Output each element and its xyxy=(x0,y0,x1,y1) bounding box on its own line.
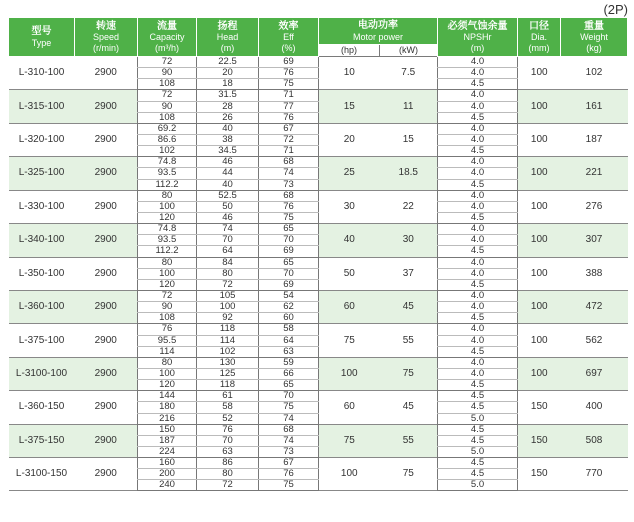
capacity-cell: 108 xyxy=(138,313,197,324)
dia-cell: 150 xyxy=(530,401,548,413)
header-speed: 转速 Speed (r/min) xyxy=(75,18,138,57)
npshr-cell: 4.0 xyxy=(438,268,518,279)
kw-cell: 45 xyxy=(380,290,438,323)
table-row xyxy=(9,357,628,368)
npshr-cell: 4.5 xyxy=(438,424,518,435)
eff-cell: 68 xyxy=(259,190,319,201)
capacity-cell: 86.6 xyxy=(138,134,197,145)
head-cell: 18 xyxy=(197,79,259,90)
capacity-cell: 150 xyxy=(138,424,197,435)
npshr-cell: 4.5 xyxy=(438,346,518,357)
head-cell: 102 xyxy=(197,346,259,357)
pump-spec-table xyxy=(8,17,628,491)
capacity-cell: 93.5 xyxy=(138,235,197,246)
capacity-cell: 100 xyxy=(138,201,197,212)
kw-cell: 30 xyxy=(380,224,438,257)
head-cell: 74 xyxy=(197,224,259,235)
hp-cell: 20 xyxy=(343,134,355,146)
eff-cell: 59 xyxy=(259,357,319,368)
model-group xyxy=(9,257,628,290)
speed-cell: 2900 xyxy=(75,424,138,457)
npshr-cell: 4.5 xyxy=(438,391,518,402)
eff-cell: 71 xyxy=(259,146,319,157)
eff-cell: 70 xyxy=(259,268,319,279)
model-cell: L-375-100 xyxy=(18,334,65,346)
hp-cell: 60 xyxy=(343,401,355,413)
table-header xyxy=(9,18,628,57)
npshr-cell: 4.0 xyxy=(438,201,518,212)
eff-cell: 74 xyxy=(259,413,319,424)
eff-cell: 76 xyxy=(259,201,319,212)
dia-cell: 100 xyxy=(530,134,548,146)
npshr-cell: 4.0 xyxy=(438,90,518,101)
head-cell: 92 xyxy=(197,313,259,324)
dia-cell: 100 xyxy=(518,290,561,323)
head-cell: 38 xyxy=(197,134,259,145)
head-cell: 100 xyxy=(197,302,259,313)
hp-cell: 60 xyxy=(319,290,380,323)
model-group xyxy=(9,90,628,123)
page-tag: (2P) xyxy=(603,2,628,17)
header-head: 扬程 Head (m) xyxy=(197,18,259,57)
head-cell: 52 xyxy=(197,413,259,424)
weight-cell: 697 xyxy=(561,357,628,390)
table-row xyxy=(9,458,628,469)
header-kw: (kW) xyxy=(380,45,438,57)
weight-cell: 102 xyxy=(585,67,603,79)
table-row xyxy=(9,290,628,301)
model-group xyxy=(9,391,628,424)
eff-cell: 71 xyxy=(259,90,319,101)
head-cell: 130 xyxy=(197,357,259,368)
model-group xyxy=(9,324,628,357)
capacity-cell: 112.2 xyxy=(138,246,197,257)
capacity-cell: 120 xyxy=(138,380,197,391)
eff-cell: 68 xyxy=(259,157,319,168)
dia-cell: 150 xyxy=(530,468,548,480)
head-cell: 70 xyxy=(197,435,259,446)
capacity-cell: 90 xyxy=(138,101,197,112)
speed-cell: 2900 xyxy=(94,134,117,146)
kw-cell: 11 xyxy=(380,90,438,123)
capacity-cell: 102 xyxy=(138,146,197,157)
eff-cell: 73 xyxy=(259,179,319,190)
capacity-cell: 72 xyxy=(138,57,197,68)
head-cell: 58 xyxy=(197,402,259,413)
capacity-cell: 108 xyxy=(138,79,197,90)
eff-cell: 70 xyxy=(259,235,319,246)
npshr-cell: 4.0 xyxy=(438,224,518,235)
npshr-cell: 4.0 xyxy=(438,235,518,246)
dia-cell: 150 xyxy=(518,424,561,457)
kw-cell: 75 xyxy=(380,357,438,390)
kw-cell: 75 xyxy=(402,468,414,480)
head-cell: 76 xyxy=(197,424,259,435)
eff-cell: 75 xyxy=(259,480,319,491)
npshr-cell: 4.5 xyxy=(438,146,518,157)
eff-cell: 64 xyxy=(259,335,319,346)
header-dia: 口径 Dia. (mm) xyxy=(518,18,561,57)
table-row xyxy=(9,224,628,235)
model-group xyxy=(9,357,628,390)
npshr-cell: 4.5 xyxy=(438,469,518,480)
model-cell: L-3100-150 xyxy=(15,468,68,480)
head-cell: 86 xyxy=(197,458,259,469)
head-cell: 40 xyxy=(197,123,259,134)
speed-cell: 2900 xyxy=(94,334,117,346)
table-row xyxy=(9,391,628,402)
npshr-cell: 4.0 xyxy=(438,101,518,112)
table-row xyxy=(9,324,628,335)
table-row xyxy=(9,90,628,101)
npshr-cell: 4.0 xyxy=(438,157,518,168)
npshr-cell: 4.0 xyxy=(438,368,518,379)
head-cell: 70 xyxy=(197,235,259,246)
speed-cell: 2900 xyxy=(75,290,138,323)
dia-cell: 100 xyxy=(518,224,561,257)
dia-cell: 100 xyxy=(518,357,561,390)
capacity-cell: 240 xyxy=(138,480,197,491)
model-group xyxy=(9,458,628,491)
capacity-cell: 108 xyxy=(138,112,197,123)
npshr-cell: 4.0 xyxy=(438,123,518,134)
npshr-cell: 5.0 xyxy=(438,413,518,424)
weight-cell: 508 xyxy=(561,424,628,457)
speed-cell: 2900 xyxy=(75,357,138,390)
eff-cell: 70 xyxy=(259,391,319,402)
head-cell: 31.5 xyxy=(197,90,259,101)
table-row xyxy=(9,57,628,68)
model-cell: L-360-100 xyxy=(9,290,75,323)
speed-cell: 2900 xyxy=(75,90,138,123)
eff-cell: 58 xyxy=(259,324,319,335)
dia-cell: 100 xyxy=(530,334,548,346)
hp-cell: 75 xyxy=(319,424,380,457)
head-cell: 105 xyxy=(197,290,259,301)
eff-cell: 65 xyxy=(259,224,319,235)
speed-cell: 2900 xyxy=(94,267,117,279)
kw-cell: 37 xyxy=(402,267,414,279)
model-group xyxy=(9,424,628,457)
head-cell: 26 xyxy=(197,112,259,123)
head-cell: 80 xyxy=(197,469,259,480)
eff-cell: 69 xyxy=(259,246,319,257)
capacity-cell: 216 xyxy=(138,413,197,424)
model-group xyxy=(9,224,628,257)
capacity-cell: 74.8 xyxy=(138,157,197,168)
eff-cell: 66 xyxy=(259,368,319,379)
weight-cell: 221 xyxy=(561,157,628,190)
kw-cell: 7.5 xyxy=(401,67,416,79)
npshr-cell: 4.0 xyxy=(438,190,518,201)
npshr-cell: 4.0 xyxy=(438,357,518,368)
dia-cell: 100 xyxy=(530,267,548,279)
model-group xyxy=(9,57,628,90)
head-cell: 84 xyxy=(197,257,259,268)
model-cell: L-310-100 xyxy=(18,67,65,79)
head-cell: 72 xyxy=(197,279,259,290)
npshr-cell: 4.5 xyxy=(438,313,518,324)
table-row xyxy=(9,424,628,435)
model-cell: L-330-100 xyxy=(18,200,65,212)
capacity-cell: 112.2 xyxy=(138,179,197,190)
speed-cell: 2900 xyxy=(94,200,117,212)
kw-cell: 45 xyxy=(402,401,414,413)
head-cell: 28 xyxy=(197,101,259,112)
capacity-cell: 76 xyxy=(138,324,197,335)
eff-cell: 63 xyxy=(259,346,319,357)
head-cell: 118 xyxy=(197,324,259,335)
dia-cell: 100 xyxy=(530,67,548,79)
model-cell: L-375-150 xyxy=(9,424,75,457)
table-row xyxy=(9,257,628,268)
npshr-cell: 4.0 xyxy=(438,335,518,346)
npshr-cell: 4.0 xyxy=(438,257,518,268)
weight-cell: 307 xyxy=(561,224,628,257)
head-cell: 125 xyxy=(197,368,259,379)
eff-cell: 75 xyxy=(259,402,319,413)
speed-cell: 2900 xyxy=(94,468,117,480)
table-row xyxy=(9,157,628,168)
npshr-cell: 4.0 xyxy=(438,324,518,335)
npshr-cell: 4.5 xyxy=(438,212,518,223)
npshr-cell: 4.0 xyxy=(438,57,518,68)
head-cell: 44 xyxy=(197,168,259,179)
eff-cell: 67 xyxy=(259,458,319,469)
weight-cell: 770 xyxy=(585,468,603,480)
kw-cell: 22 xyxy=(402,200,414,212)
npshr-cell: 4.5 xyxy=(438,279,518,290)
hp-cell: 100 xyxy=(319,357,380,390)
model-group xyxy=(9,157,628,190)
kw-cell: 55 xyxy=(380,424,438,457)
model-cell: L-360-150 xyxy=(18,401,65,413)
npshr-cell: 4.5 xyxy=(438,458,518,469)
capacity-cell: 200 xyxy=(138,469,197,480)
npshr-cell: 4.5 xyxy=(438,380,518,391)
hp-cell: 15 xyxy=(319,90,380,123)
npshr-cell: 4.0 xyxy=(438,290,518,301)
head-cell: 52.5 xyxy=(197,190,259,201)
kw-cell: 18.5 xyxy=(380,157,438,190)
hp-cell: 25 xyxy=(319,157,380,190)
eff-cell: 68 xyxy=(259,424,319,435)
weight-cell: 187 xyxy=(585,134,603,146)
eff-cell: 67 xyxy=(259,123,319,134)
capacity-cell: 120 xyxy=(138,212,197,223)
weight-cell: 388 xyxy=(585,267,603,279)
head-cell: 50 xyxy=(197,201,259,212)
eff-cell: 76 xyxy=(259,112,319,123)
hp-cell: 75 xyxy=(343,334,355,346)
head-cell: 46 xyxy=(197,212,259,223)
npshr-cell: 4.0 xyxy=(438,168,518,179)
capacity-cell: 72 xyxy=(138,290,197,301)
header-capacity: 流量 Capacity (m³/h) xyxy=(138,18,197,57)
capacity-cell: 80 xyxy=(138,190,197,201)
npshr-cell: 5.0 xyxy=(438,480,518,491)
head-cell: 40 xyxy=(197,179,259,190)
header-eff: 效率 Eff (%) xyxy=(259,18,319,57)
dia-cell: 100 xyxy=(518,90,561,123)
capacity-cell: 93.5 xyxy=(138,168,197,179)
kw-cell: 55 xyxy=(402,334,414,346)
npshr-cell: 4.5 xyxy=(438,79,518,90)
eff-cell: 75 xyxy=(259,212,319,223)
eff-cell: 74 xyxy=(259,168,319,179)
npshr-cell: 5.0 xyxy=(438,446,518,457)
eff-cell: 54 xyxy=(259,290,319,301)
capacity-cell: 90 xyxy=(138,68,197,79)
eff-cell: 77 xyxy=(259,101,319,112)
npshr-cell: 4.0 xyxy=(438,68,518,79)
model-group xyxy=(9,190,628,223)
eff-cell: 65 xyxy=(259,380,319,391)
npshr-cell: 4.5 xyxy=(438,246,518,257)
capacity-cell: 80 xyxy=(138,257,197,268)
header-motor-power: 电动功率 Motor power xyxy=(319,18,438,45)
hp-cell: 40 xyxy=(319,224,380,257)
weight-cell: 562 xyxy=(585,334,603,346)
head-cell: 22.5 xyxy=(197,57,259,68)
capacity-cell: 74.8 xyxy=(138,224,197,235)
weight-cell: 276 xyxy=(585,200,603,212)
eff-cell: 69 xyxy=(259,279,319,290)
head-cell: 64 xyxy=(197,246,259,257)
dia-cell: 100 xyxy=(530,200,548,212)
head-cell: 114 xyxy=(197,335,259,346)
header-model: 型号 Type xyxy=(9,18,75,57)
hp-cell: 10 xyxy=(343,67,355,79)
npshr-cell: 4.0 xyxy=(438,134,518,145)
model-cell: L-3100-100 xyxy=(9,357,75,390)
model-group xyxy=(9,290,628,323)
eff-cell: 76 xyxy=(259,68,319,79)
table-row xyxy=(9,123,628,134)
header-npshr: 必须气蚀余量 NPSHr (m) xyxy=(438,18,518,57)
capacity-cell: 100 xyxy=(138,268,197,279)
weight-cell: 161 xyxy=(561,90,628,123)
npshr-cell: 4.5 xyxy=(438,179,518,190)
capacity-cell: 144 xyxy=(138,391,197,402)
model-cell: L-350-100 xyxy=(18,267,65,279)
speed-cell: 2900 xyxy=(75,157,138,190)
head-cell: 80 xyxy=(197,268,259,279)
npshr-cell: 4.5 xyxy=(438,112,518,123)
header-hp: (hp) xyxy=(319,45,380,57)
hp-cell: 30 xyxy=(343,200,355,212)
capacity-cell: 160 xyxy=(138,458,197,469)
model-cell: L-340-100 xyxy=(9,224,75,257)
capacity-cell: 114 xyxy=(138,346,197,357)
capacity-cell: 95.5 xyxy=(138,335,197,346)
capacity-cell: 180 xyxy=(138,402,197,413)
npshr-cell: 4.0 xyxy=(438,302,518,313)
capacity-cell: 72 xyxy=(138,90,197,101)
weight-cell: 400 xyxy=(585,401,603,413)
capacity-cell: 224 xyxy=(138,446,197,457)
eff-cell: 75 xyxy=(259,79,319,90)
eff-cell: 73 xyxy=(259,446,319,457)
head-cell: 61 xyxy=(197,391,259,402)
speed-cell: 2900 xyxy=(94,401,117,413)
capacity-cell: 69.2 xyxy=(138,123,197,134)
hp-cell: 50 xyxy=(343,267,355,279)
eff-cell: 74 xyxy=(259,435,319,446)
capacity-cell: 90 xyxy=(138,302,197,313)
eff-cell: 69 xyxy=(259,57,319,68)
capacity-cell: 187 xyxy=(138,435,197,446)
npshr-cell: 4.5 xyxy=(438,402,518,413)
capacity-cell: 100 xyxy=(138,368,197,379)
hp-cell: 100 xyxy=(340,468,358,480)
table-row xyxy=(9,190,628,201)
eff-cell: 60 xyxy=(259,313,319,324)
eff-cell: 65 xyxy=(259,257,319,268)
capacity-cell: 120 xyxy=(138,279,197,290)
speed-cell: 2900 xyxy=(75,224,138,257)
eff-cell: 72 xyxy=(259,134,319,145)
speed-cell: 2900 xyxy=(94,67,117,79)
model-cell: L-325-100 xyxy=(9,157,75,190)
head-cell: 46 xyxy=(197,157,259,168)
dia-cell: 100 xyxy=(518,157,561,190)
head-cell: 118 xyxy=(197,380,259,391)
head-cell: 34.5 xyxy=(197,146,259,157)
model-group xyxy=(9,123,628,156)
model-cell: L-315-100 xyxy=(9,90,75,123)
kw-cell: 15 xyxy=(402,134,414,146)
head-cell: 72 xyxy=(197,480,259,491)
npshr-cell: 4.5 xyxy=(438,435,518,446)
head-cell: 63 xyxy=(197,446,259,457)
model-cell: L-320-100 xyxy=(18,134,65,146)
header-weight: 重量 Weight (kg) xyxy=(561,18,628,57)
head-cell: 20 xyxy=(197,68,259,79)
eff-cell: 76 xyxy=(259,469,319,480)
eff-cell: 62 xyxy=(259,302,319,313)
capacity-cell: 80 xyxy=(138,357,197,368)
weight-cell: 472 xyxy=(561,290,628,323)
